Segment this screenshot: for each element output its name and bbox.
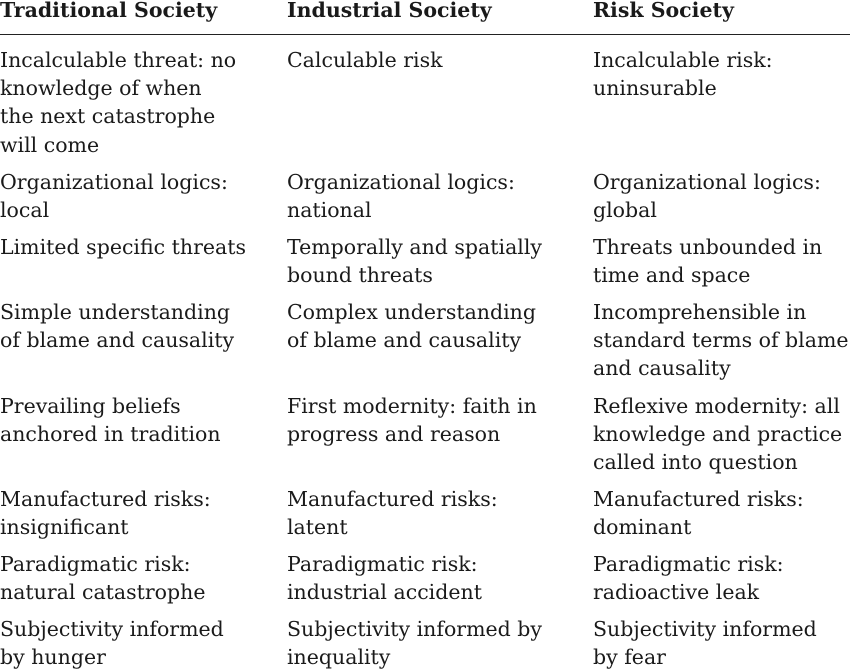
- cell-line: radioactive leak: [593, 580, 760, 605]
- cell-line: Incomprehensible in: [593, 300, 807, 324]
- cell-line: Calculable risk: [287, 48, 443, 72]
- cell-line: progress and reason: [287, 422, 501, 447]
- cell-line: Threats unbounded in: [593, 235, 823, 259]
- cell-industrial: [287, 46, 443, 74]
- cell-industrial: [287, 392, 537, 448]
- cell-industrial: [287, 615, 542, 671]
- header-traditional-society: Traditional Society: [0, 0, 218, 22]
- header-risk-society: Risk Society: [593, 0, 734, 22]
- cell-traditional: [0, 485, 211, 541]
- cell-line: Temporally and spatially: [287, 235, 542, 259]
- cell-line: natural catastrophe: [0, 580, 206, 605]
- cell-line: Subjectivity informed: [0, 617, 224, 641]
- cell-line: local: [0, 198, 50, 223]
- cell-risk: [593, 46, 773, 102]
- cell-line: Simple understanding: [0, 300, 231, 324]
- cell-line: knowledge and practice: [593, 422, 843, 447]
- cell-line: anchored in tradition: [0, 422, 221, 447]
- cell-line: uninsurable: [593, 76, 717, 101]
- cell-line: time and space: [593, 263, 751, 288]
- cell-line: the next catastrophe: [0, 104, 216, 129]
- header-industrial-society: Industrial Society: [287, 0, 492, 22]
- cell-risk: [593, 392, 842, 477]
- cell-line: First modernity: faith in: [287, 394, 537, 418]
- cell-line: Subjectivity informed: [593, 617, 817, 641]
- cell-industrial: [287, 485, 498, 541]
- cell-traditional: [0, 46, 236, 159]
- cell-traditional: [0, 392, 221, 448]
- cell-risk: [593, 615, 817, 671]
- cell-traditional: [0, 550, 205, 606]
- cell-risk: [593, 485, 804, 541]
- cell-traditional: [0, 615, 224, 671]
- cell-line: Organizational logics:: [287, 170, 515, 194]
- cell-line: Subjectivity informed by: [287, 617, 543, 641]
- cell-line: insignificant: [0, 515, 129, 540]
- cell-line: Incalculable risk:: [593, 48, 773, 72]
- header-rule: [0, 34, 850, 35]
- cell-line: Paradigmatic risk:: [0, 552, 191, 576]
- cell-line: industrial accident: [287, 580, 482, 605]
- cell-traditional: [0, 298, 234, 354]
- cell-line: knowledge of when: [0, 76, 202, 101]
- cell-line: will come: [0, 132, 100, 157]
- cell-risk: [593, 168, 821, 224]
- cell-line: latent: [287, 515, 348, 540]
- cell-risk: [593, 298, 849, 383]
- cell-traditional: [0, 168, 228, 224]
- cell-line: Incalculable threat: no: [0, 48, 237, 72]
- cell-line: standard terms of blame: [593, 328, 849, 353]
- cell-line: by fear: [593, 645, 666, 670]
- cell-line: Paradigmatic risk:: [287, 552, 478, 576]
- cell-line: Manufactured risks:: [593, 487, 804, 511]
- cell-line: bound threats: [287, 263, 433, 288]
- table-header-row: [0, 0, 850, 34]
- cell-line: and causality: [593, 356, 731, 381]
- cell-risk: [593, 233, 822, 289]
- cell-line: Organizational logics:: [0, 170, 228, 194]
- cell-line: of blame and causality: [287, 328, 522, 353]
- cell-traditional: [0, 233, 246, 261]
- cell-line: Manufactured risks:: [287, 487, 498, 511]
- cell-industrial: [287, 298, 536, 354]
- cell-line: Paradigmatic risk:: [593, 552, 784, 576]
- cell-risk: [593, 550, 784, 606]
- cell-line: global: [593, 198, 657, 223]
- cell-industrial: [287, 233, 542, 289]
- cell-line: Manufactured risks:: [0, 487, 211, 511]
- cell-line: Organizational logics:: [593, 170, 821, 194]
- cell-line: dominant: [593, 515, 692, 540]
- cell-line: Prevailing beliefs: [0, 394, 181, 418]
- cell-line: by hunger: [0, 645, 106, 670]
- cell-line: national: [287, 198, 372, 223]
- cell-line: called into question: [593, 450, 798, 475]
- cell-industrial: [287, 168, 515, 224]
- cell-line: inequality: [287, 645, 391, 670]
- cell-industrial: [287, 550, 482, 606]
- cell-line: of blame and causality: [0, 328, 235, 353]
- cell-line: Limited specific threats: [0, 235, 247, 259]
- cell-line: Reflexive modernity: all: [593, 394, 840, 418]
- cell-line: Complex understanding: [287, 300, 537, 324]
